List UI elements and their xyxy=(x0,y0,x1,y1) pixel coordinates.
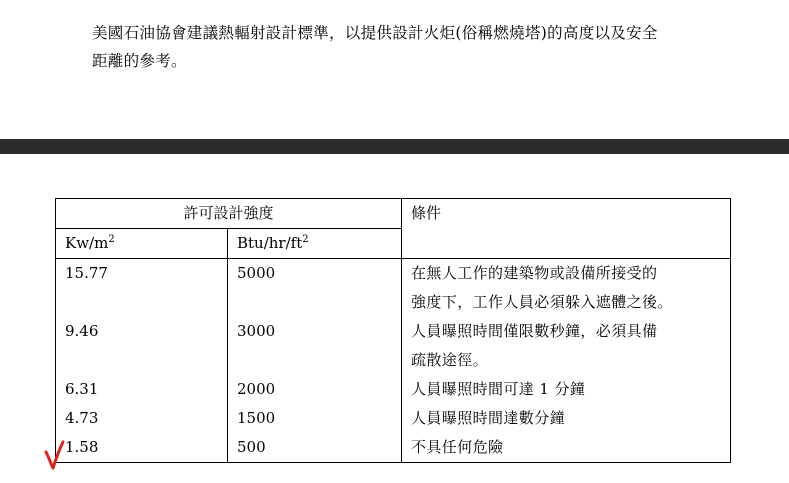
row-spacer xyxy=(237,288,401,317)
condition-line: 強度下，工作人員必須躲入遮體之後。 xyxy=(411,293,673,311)
table-body-row xyxy=(56,259,731,463)
row-spacer xyxy=(65,346,227,375)
btu-values-column xyxy=(228,259,402,463)
kw-value: 6.31 xyxy=(65,380,99,398)
condition-header: 條件 xyxy=(402,199,731,259)
intro-line-2: 距離的參考。 xyxy=(92,52,187,70)
kw-value: 4.73 xyxy=(65,409,99,427)
kw-value: 9.46 xyxy=(65,322,99,340)
intro-line-1: 美國石油協會建議熱輻射設計標準，以提供設計火炬(俗稱燃燒塔)的高度以及安全 xyxy=(92,24,658,42)
unit-kw-base: Kw/m xyxy=(65,234,109,252)
kw-values-column xyxy=(56,259,228,463)
btu-value: 2000 xyxy=(237,380,276,398)
radiation-criteria-table xyxy=(55,198,731,463)
kw-value: 1.58 xyxy=(65,438,99,456)
kw-value: 15.77 xyxy=(65,264,108,282)
design-intensity-header: 許可設計強度 xyxy=(56,199,402,229)
btu-value: 1500 xyxy=(237,409,276,427)
condition-line: 人員曝照時間可達 1 分鐘 xyxy=(411,380,586,398)
condition-line: 不具任何危險 xyxy=(411,438,504,456)
unit-kw-exponent: 2 xyxy=(108,234,115,245)
btu-value: 5000 xyxy=(237,264,276,282)
red-checkmark-annotation-icon xyxy=(42,440,66,470)
row-spacer xyxy=(237,346,401,375)
page-divider-bar xyxy=(0,139,789,154)
unit-btu-exponent: 2 xyxy=(302,234,309,245)
unit-btu-base: Btu/hr/ft xyxy=(237,234,303,252)
unit-btu-header xyxy=(228,229,402,259)
row-spacer xyxy=(65,288,227,317)
condition-line: 在無人工作的建築物或設備所接受的 xyxy=(411,264,658,282)
btu-value: 3000 xyxy=(237,322,276,340)
unit-kw-header xyxy=(56,229,228,259)
condition-line: 疏散途徑。 xyxy=(411,351,489,369)
condition-line: 人員曝照時間達數分鐘 xyxy=(411,409,566,427)
conditions-column xyxy=(402,259,731,463)
btu-value: 500 xyxy=(237,438,266,456)
intro-paragraph xyxy=(92,19,782,75)
condition-line: 人員曝照時間僅限數秒鐘，必須具備 xyxy=(411,322,658,340)
table-header-row xyxy=(56,199,731,229)
